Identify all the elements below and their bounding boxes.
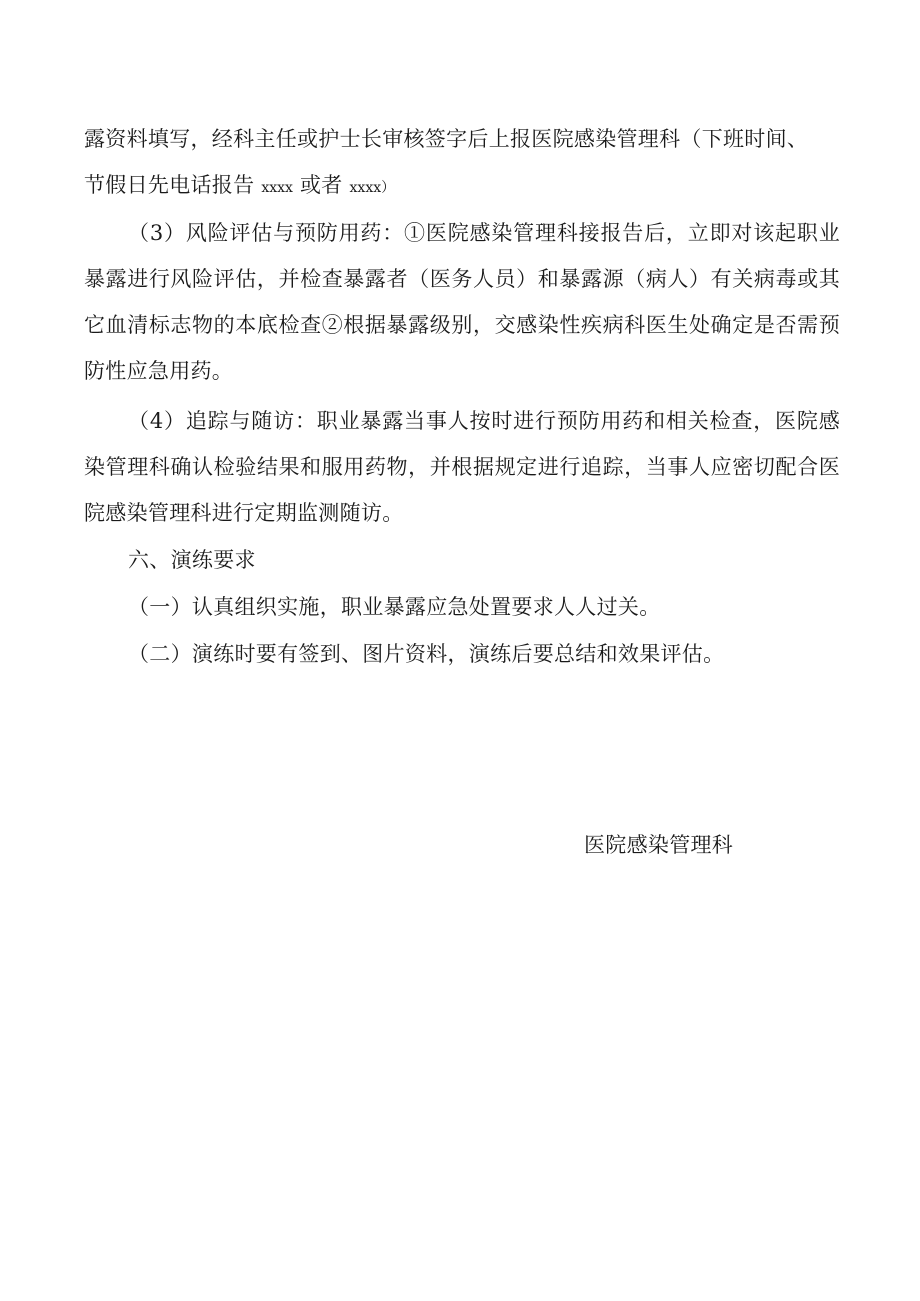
phone-placeholder-2: xxxx [349, 180, 382, 196]
section-6-heading: 六、演练要求 [128, 548, 256, 572]
continuation-line-2-or: 或者 [292, 173, 350, 197]
continuation-paragraph [84, 116, 840, 211]
requirement-2: （二）演练时要有签到、图片资料，演练后要总结和效果评估。 [128, 642, 725, 666]
phone-placeholder-1: xxxx [261, 180, 293, 196]
signature-department: 医院感染管理科 [584, 833, 734, 857]
requirement-1: （一）认真组织实施，职业暴露应急处置要求人人过关。 [128, 595, 661, 619]
continuation-line-1: 露资料填写，经科主任或护士长审核签字后上报医院感染管理科（下班时间、 [84, 127, 809, 151]
continuation-line-2-start: 节假日先电话报告 [84, 173, 262, 197]
step-4-follow-up: （4）追踪与随访：职业暴露当事人按时进行预防用药和相关检查，医院感染管理科确认检验结果和服用药物，并根据规定进行追踪，当事人应密切配合医院感染管理科进行定期监测随访。 [84, 409, 840, 525]
continuation-line-2-end: ） [381, 180, 396, 196]
step-3-risk-assessment: （3）风险评估与预防用药：①医院感染管理科接报告后，立即对该起职业暴露进行风险评估，并检查暴露者（医务人员）和暴露源（病人）有关病毒或其它血清标志物的本底检查②根据暴露级别，交感染性疾病科医生处确定是否需预防性应急用药。 [84, 221, 840, 383]
